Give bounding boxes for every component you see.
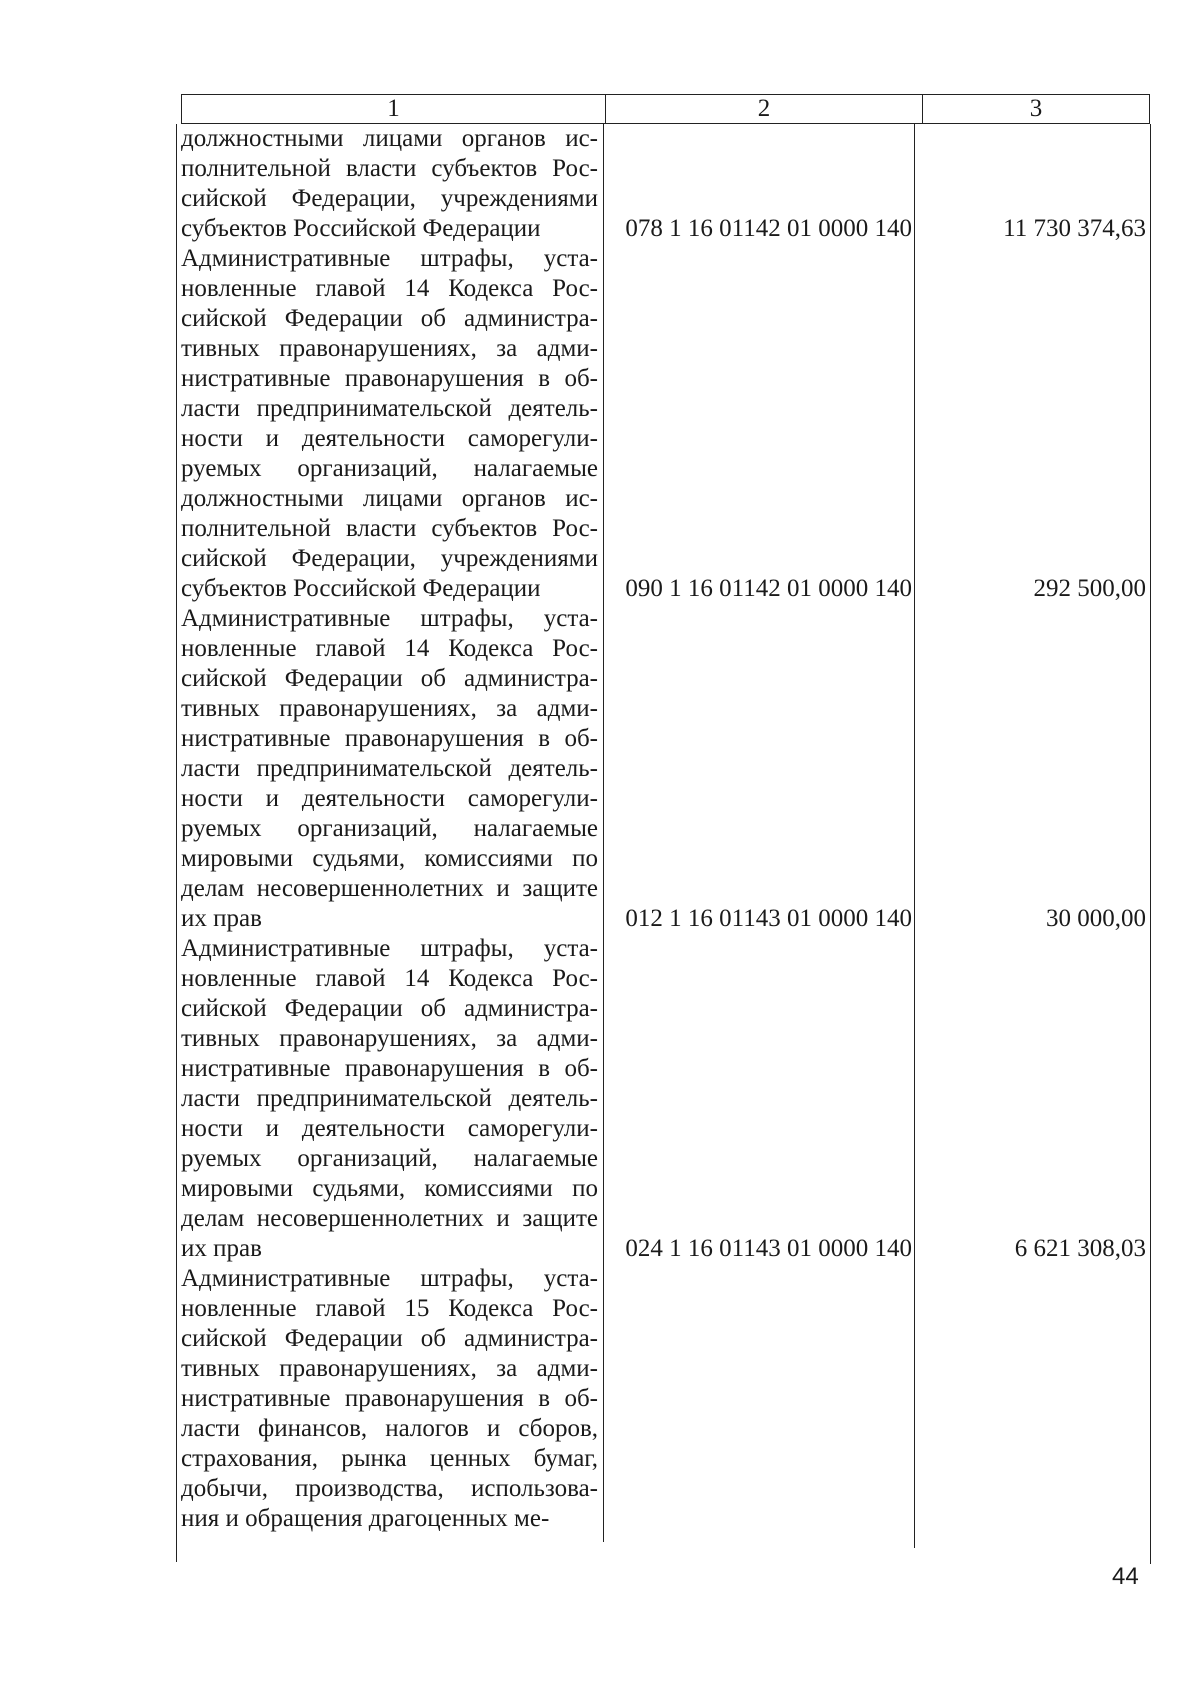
budget-code: 090 1 16 01142 01 0000 140 <box>625 575 912 602</box>
column-divider-2 <box>914 124 915 1548</box>
description-line: новленные главой 14 Кодекса Рос- <box>181 965 598 992</box>
description-line: нистративные правонарушения в об- <box>181 1055 598 1082</box>
description-line: тивных правонарушениях, за адми- <box>181 1355 598 1382</box>
description-line: ласти предпринимательской деятель- <box>181 755 598 782</box>
description-line: мировыми судьями, комиссиями по <box>181 845 598 872</box>
description-line: нистративные правонарушения в об- <box>181 365 598 392</box>
description-line: добычи, производства, использова- <box>181 1475 598 1502</box>
table-border-right <box>1150 124 1151 1564</box>
table-border-left <box>176 124 177 1562</box>
description-line: тивных правонарушениях, за адми- <box>181 695 598 722</box>
description-line: Административные штрафы, уста- <box>181 245 598 272</box>
description-line: сийской Федерации об администра- <box>181 995 598 1022</box>
description-line: субъектов Российской Федерации <box>181 215 541 242</box>
budget-code: 024 1 16 01143 01 0000 140 <box>625 1235 912 1262</box>
description-line: новленные главой 14 Кодекса Рос- <box>181 275 598 302</box>
description-line: должностными лицами органов ис- <box>181 125 598 152</box>
amount-value: 30 000,00 <box>1046 905 1146 932</box>
description-line: мировыми судьями, комиссиями по <box>181 1175 598 1202</box>
description-line: ности и деятельности саморегули- <box>181 1115 598 1142</box>
budget-code: 012 1 16 01143 01 0000 140 <box>625 905 912 932</box>
description-line: должностными лицами органов ис- <box>181 485 598 512</box>
description-line: сийской Федерации об администра- <box>181 305 598 332</box>
description-line: сийской Федерации об администра- <box>181 1325 598 1352</box>
description-line: ности и деятельности саморегули- <box>181 425 598 452</box>
description-line: субъектов Российской Федерации <box>181 575 541 602</box>
description-line: руемых организаций, налагаемые <box>181 1145 598 1172</box>
description-line: делам несовершеннолетних и защите <box>181 875 598 902</box>
table-row-description <box>181 934 598 1264</box>
page-number: 44 <box>1112 1563 1139 1590</box>
description-line: ласти предпринимательской деятель- <box>181 1085 598 1112</box>
table-row-description <box>181 124 598 244</box>
description-line: новленные главой 14 Кодекса Рос- <box>181 635 598 662</box>
column-header-2: 2 <box>605 94 922 124</box>
description-line: нистративные правонарушения в об- <box>181 1385 598 1412</box>
amount-value: 6 621 308,03 <box>1014 1235 1146 1262</box>
description-line: их прав <box>181 905 262 932</box>
description-line: делам несовершеннолетних и защите <box>181 1205 598 1232</box>
description-line: ния и обращения драгоценных ме- <box>181 1505 550 1532</box>
description-line: нистративные правонарушения в об- <box>181 725 598 752</box>
description-line: ласти предпринимательской деятель- <box>181 395 598 422</box>
description-line: ности и деятельности саморегули- <box>181 785 598 812</box>
column-header-1: 1 <box>181 94 605 124</box>
description-line: Административные штрафы, уста- <box>181 935 598 962</box>
description-line: Административные штрафы, уста- <box>181 1265 598 1292</box>
description-line: их прав <box>181 1235 262 1262</box>
description-line: руемых организаций, налагаемые <box>181 455 598 482</box>
table-row-description <box>181 1264 598 1534</box>
column-header-3: 3 <box>922 94 1150 124</box>
description-line: сийской Федерации, учреждениями <box>181 545 598 572</box>
description-line: полнительной власти субъектов Рос- <box>181 155 598 182</box>
column-divider-1 <box>603 124 604 1542</box>
description-line: новленные главой 15 Кодекса Рос- <box>181 1295 598 1322</box>
description-line: Административные штрафы, уста- <box>181 605 598 632</box>
amount-value: 11 730 374,63 <box>1003 215 1146 242</box>
description-line: ласти финансов, налогов и сборов, <box>181 1415 598 1442</box>
description-line: полнительной власти субъектов Рос- <box>181 515 598 542</box>
table-row-description <box>181 604 598 934</box>
description-line: руемых организаций, налагаемые <box>181 815 598 842</box>
budget-code: 078 1 16 01142 01 0000 140 <box>625 215 912 242</box>
amount-value: 292 500,00 <box>1033 575 1146 602</box>
description-line: сийской Федерации об администра- <box>181 665 598 692</box>
description-line: страхования, рынка ценных бумаг, <box>181 1445 598 1472</box>
table-row-description <box>181 244 598 604</box>
description-line: тивных правонарушениях, за адми- <box>181 335 598 362</box>
description-line: тивных правонарушениях, за адми- <box>181 1025 598 1052</box>
description-line: сийской Федерации, учреждениями <box>181 185 598 212</box>
